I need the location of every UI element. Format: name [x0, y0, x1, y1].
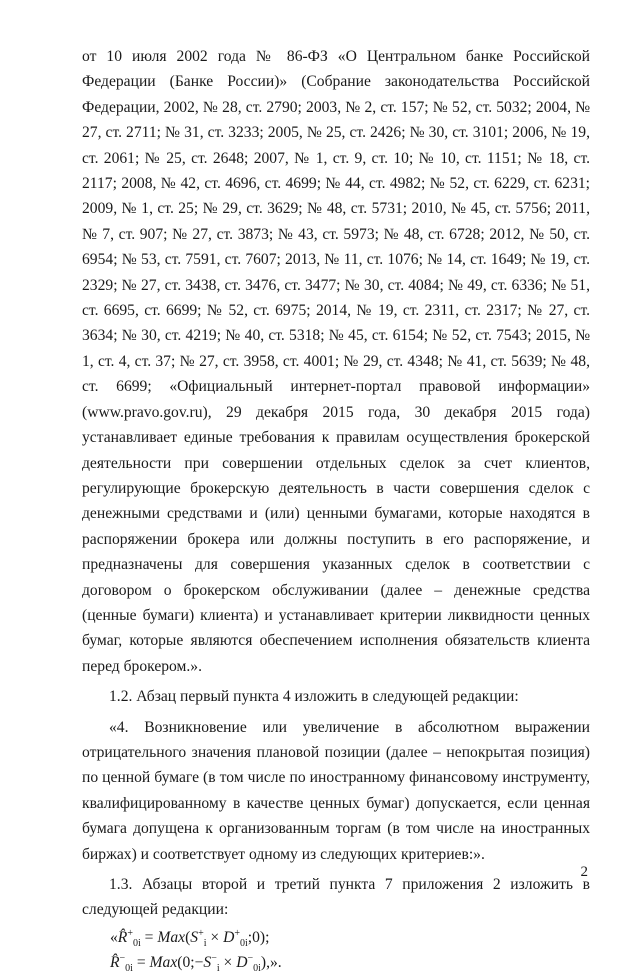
paragraph-item-1-2: 1.2. Абзац первый пункта 4 изложить в следующей редакции: [109, 688, 519, 706]
page-number: 2 [580, 864, 588, 880]
document-page [82, 44, 590, 975]
formula-block [82, 925, 590, 975]
paragraph-item-1-2-quote: «4. Возникновение или увеличение в абсолютном выражении отрицательного значения плановой позиции (далее – непокрытая позиция) по ценной бумаге (в том числе по иностранному финансовому инструменту, квалифицированному в качестве ценных бумаг) допускается, если ценная бумага допущена к организованным торгам (в том числе на иностранных биржах) и соответствует одному из следующих критериев:». [82, 718, 590, 863]
paragraph-item-1-3: 1.3. Абзацы второй и третий пункта 7 приложения 2 изложить в следующей редакции: [82, 876, 590, 919]
formula-r-minus: $R̂^-_{0i}$ = $Max(0;-S^-_i \times D^-_{0i})$,». [110, 952, 282, 974]
formula-r-plus: «$R̂^+_{0i} = Max(S^+_i$ × $D^+_{0i};0$); [110, 927, 270, 949]
paragraph-continuation: от 10 июля 2002 года № 86-ФЗ «О Центральном банке Российской Федерации (Банке России)» (Собрание законодательства Российской Федерации, 2002, № 28, ст. 2790; 2003, № 2, ст. 157; № 52, ст. 5032; 2004, № 27, ст. 2711; № 31, ст. 3233; 2005, № 25, ст. 2426; № 30, ст. 3101; 2006, № 19, ст. 2061; № 25, ст. 2648; 2007, № 1, ст. 9, ст. 10; № 10, ст. 1151; № 18, ст. 2117; 2008, № 42, ст. 4696, ст. 4699; № 44, ст. 4982; № 52, ст. 6229, ст. 6231; 2009, № 1, ст. 25; № 29, ст. 3629; № 48, ст. 5731; 2010, № 45, ст. 5756; 2011, № 7, ст. 907; № 27, ст. 3873; № 43, ст. 5973; № 48, ст. 6728; 2012, № 50, ст. 6954; № 53, ст. 7591, ст. 7607; 2013, № 11, ст. 1076; № 14, ст. 1649; № 19, ст. 2329; № 27, ст. 3438, ст. 3476, ст. 3477; № 30, ст. 4084; № 49, ст. 6336; № 51, ст. 6695, ст. 6699; № 52, ст. 6975; 2014, № 19, ст. 2311, ст. 2317; № 27, ст. 3634; № 30, ст. 4219; № 40, ст. 5318; № 45, ст. 6154; № 52, ст. 7543; 2015, № 1, ст. 4, ст. 37; № 27, ст. 3958, ст. 4001; № 29, ст. 4348; № 41, ст. 5639; № 48, ст. 6699; «Официальный интернет-портал правовой информации» (www.pravo.gov.ru), 29 декабря 2015 года, 30 декабря 2015 года) устанавливает единые требования к правилам осуществления брокерской деятельности при совершении отдельных сделок за счет клиентов, регулирующие брокерскую деятельность в части совершения сделок с денежными средствами и (или) ценными бумагами, которые находятся в распоряжении брокера или должны поступить в его распоряжение, и предназначены для совершения указанных сделок в соответствии с договором о брокерском обслуживании (далее – денежные средства (ценные бумаги) клиента) и устанавливает критерии ликвидности ценных бумаг, которые являются обеспечением исполнения обязательств клиента перед брокером.». [82, 48, 590, 675]
